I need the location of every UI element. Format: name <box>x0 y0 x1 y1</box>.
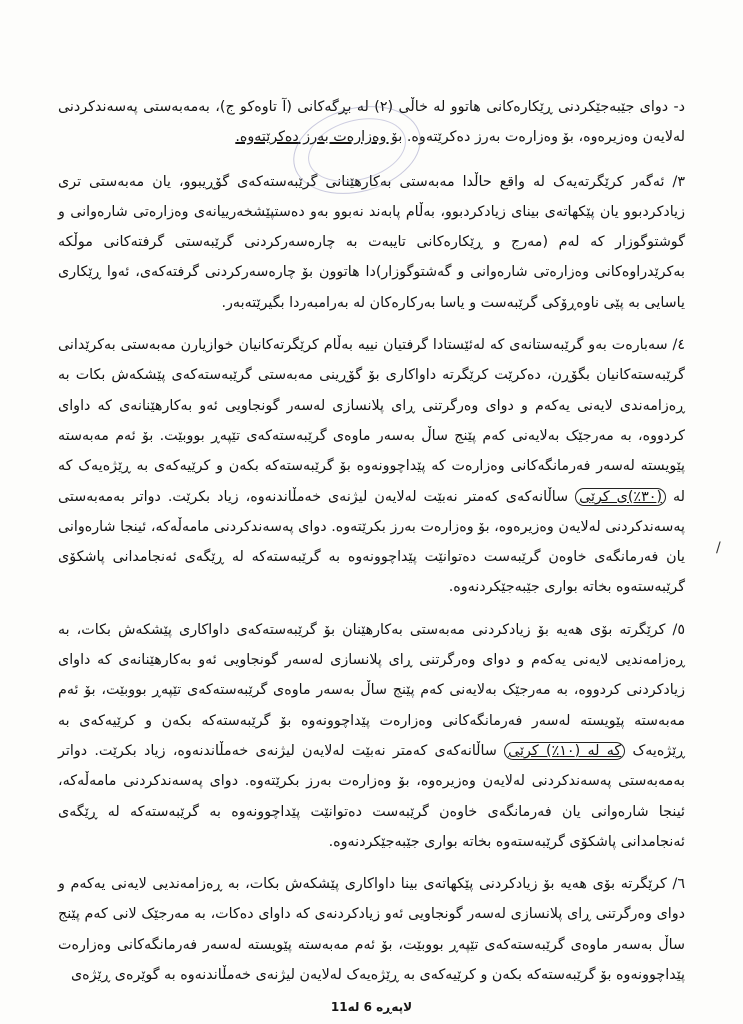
paragraph-4-circled-percent: (٣٠٪)ی کرێی <box>575 488 666 506</box>
paragraph-d-text: د- دوای جێبەجێکردنی ڕێکارەکانی هاتوو لە خاڵی (٢) لە بڕگەکانی (آ تاوەکو ج)، بەمەبەستی پەسەندکردنی لەلایەن وەزیرەوە، بۆ وەزارەت بەرز دەکرێتەوە. <box>58 99 685 146</box>
paragraph-5 <box>58 615 685 857</box>
paragraph-4 <box>58 330 685 603</box>
paragraph-d <box>58 92 685 153</box>
paragraph-5-rest: ساڵانەکەی کەمتر نەبێت لەلایەن لیژنەی خەمڵاندنەوە، زیاد بکرێت. دواتر بەمەبەستی پەسەندکردنی لەلایەن وەزیرەوە، بۆ وەزارەت بەرز بکرێتەوە. دوای پەسەندکردنی مامەڵەکە، ئینجا شارەوانی یان فەرمانگەی خاوەن گرێبەست دەتوانێت پێداچوونەوە بە گرێبەستەکە لە ڕێگەی ئەنجامدانی پاشکۆی گرێبەستەوە بخاتە بواری جێبەجێکردنەوە. <box>58 742 685 850</box>
paragraph-3: ٣/ ئەگەر کرێگرتەیەک لە واقع حاڵدا مەبەستی بەکارهێنانی گرێبەستەکەی گۆڕیبوو، یان مەبەستی تری زیادکردبوو یان پێکهاتەی بینای زیادکردبوو، بەڵام پابەند نەبوو بەو دەستپێشخەرییانەی وەزارەتی شارەوانی و گوشتوگوزار کە لەم (مەرج و ڕێکارەکانی تایبەت بە چارەسەرکردنی گرێبەستی گرفتەکانی موڵکە بەکرێدراوەکانی وەزارەتی شارەوانی و گەشتوگوزار)دا هاتوون بۆ چارەسەرکردنی گرفتەکەی، ئەوا ڕێکاری یاسایی بە پێی ناوەڕۆکی گرێبەست و یاسا بەرکارەکان لە بەرامبەردا بگیرێتەبەر. <box>58 173 685 311</box>
paragraph-5-text: ٥/ کرێگرتە بۆی هەیە بۆ زیادکردنی مەبەستی بەکارهێنان بۆ گرێبەستەکەی داواکاری پێشکەش بکات، بە ڕەزامەندیی لایەنی یەکەم و دوای وەرگرتنی ڕای پلانسازی لەسەر گونجاویی ئەو بەکارهێنانەی کە داوای زیادکردنی کردووە، بە مەرجێک بەلایەنی کەم پێنج ساڵ بەسەر ماوەی گرێبەستەکەی تێپەڕ بووبێت، بۆ ئەم مەبەستە پێویستە لەسەر فەرمانگەکانی وەزارەت پێداچوونەوە بۆ گرێبەستەکە بکەن و کرێیەکەی بە ڕێژەیەک <box>58 621 685 759</box>
paragraph-4-rest: ساڵانەکەی کەمتر نەبێت لەلایەن لیژنەی خەمڵاندنەوە، زیاد بکرێت. دواتر بەمەبەستی پەسەندکردنی لەلایەن وەزیرەوە، بۆ وەزارەت بەرز بکرێتەوە. دوای پەسەندکردنی مامەڵەکە، ئینجا شارەوانی یان فەرمانگەی خاوەن گرێبەست دەتوانێت پێداچوونەوە بە گرێبەستەکە لە ڕێگەی ئەنجامدانی پاشکۆی گرێبەستەوە بخاتە بواری جێبەجێکردنەوە. <box>58 488 685 596</box>
paragraph-4-text: ٤/ سەبارەت بەو گرێبەستانەی کە لەئێستادا گرفتیان نییە بەڵام کرێگرتەکانیان خوازیارن مەبەستی بەکرێدانی گرێبەستەکانیان بگۆڕن، دەکرێت کرێگرتە داواکاری بۆ گۆڕینی مەبەستی گرێبەستەکەی پێشکەش بکات بە ڕەزامەندی لایەنی یەکەم و دوای وەرگرتنی ڕای پلانسازی لەسەر گونجاویی ئەو بەکارهێنانەی کە داوای کردووە، بە مەرجێک بەلایەنی کەم پێنج ساڵ بەسەر ماوەی گرێبەستەکەی تێپەڕ بووبێت. بۆ ئەم مەبەستە پێویستە لەسەر فەرمانگەکانی وەزارەت کە پێداچوونەوە بۆ گرێبەستەکە بکەن و کرێیەکەی بە ڕێژەیەک کە لە <box>58 337 685 505</box>
paragraph-5-circled-percent: کە لە (١٠٪) کرێی <box>504 742 625 760</box>
paragraph-6: ٦/ کرێگرتە بۆی هەیە بۆ زیادکردنی پێکهاتەی بینا داواکاری پێشکەش بکات، بە ڕەزامەندیی لایەنی یەکەم و دوای وەرگرتنی ڕای پلانسازی لەسەر گونجاویی ئەو زیادکردنەی کە داوای دەکات، بە مەرجێک لانی کەم پێنج ساڵ بەسەر ماوەی گرێبەستەکەی تێپەڕ بووبێت، بۆ ئەم مەبەستە پێویستە لەسەر فەرمانگەکانی وەزارەت پێداچوونەوە بۆ گرێبەستەکە بکەن و کرێیەکەی بە ڕێژەیەک لەلایەن لیژنەی خەمڵاندنەوە بە گوێرەی ڕێژەی <box>58 876 685 984</box>
margin-mark: / <box>716 540 721 556</box>
page-number-footer: لاپەڕە 6 لە11 <box>330 1000 413 1014</box>
paragraph-d-underlined: بۆ وەزارەت بەرز دەکرێتەوە. <box>235 129 403 146</box>
